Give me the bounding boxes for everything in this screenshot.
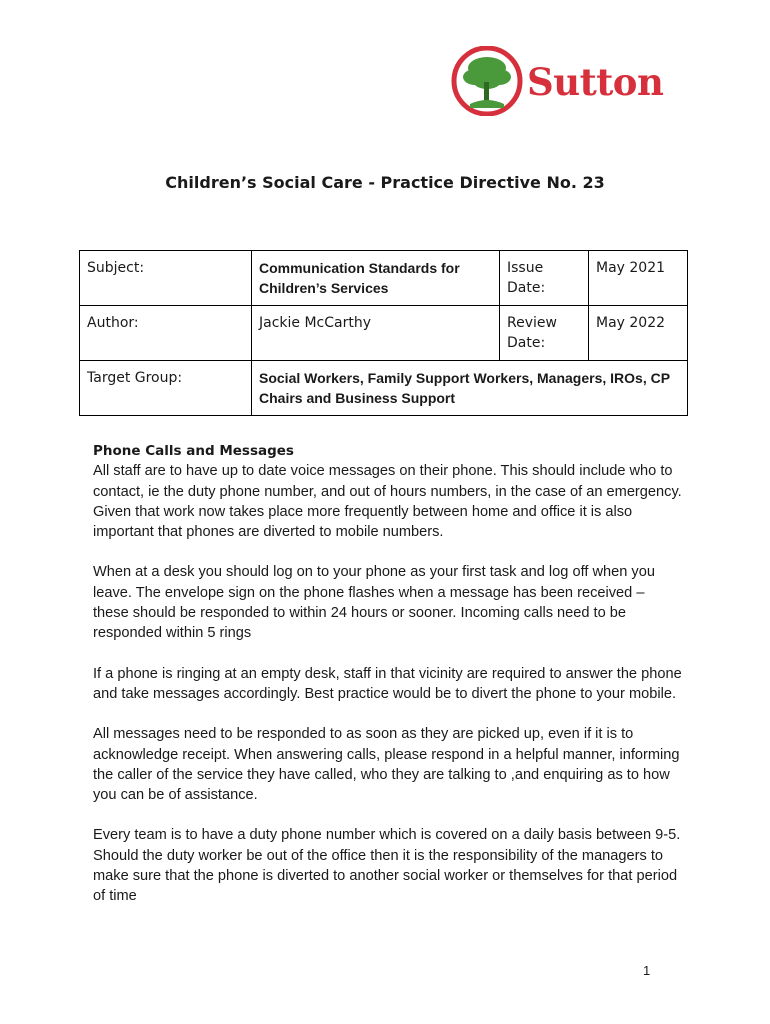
author-value: Jackie McCarthy bbox=[252, 306, 500, 361]
page-number: 1 bbox=[643, 963, 651, 978]
logo-wordmark: Sutton bbox=[527, 60, 664, 104]
paragraph: All staff are to have up to date voice messages on their phone. This should include who to contact, ie the duty phone number, and out of hours numbers, in the case of an emergency. Given that work now takes place more frequently between home and office it is also important that phones are diverted to mobile numbers. bbox=[93, 463, 682, 541]
paragraph: Every team is to have a duty phone number which is covered on a daily basis between 9-5. Should the duty worker be out of the office then it is the responsibility of the managers to make sure that the phone is diverted to another social worker or themselves for that period of time bbox=[93, 827, 681, 905]
review-date-label: Review Date: bbox=[500, 306, 589, 361]
page-title: Children’s Social Care - Practice Directive No. 23 bbox=[165, 173, 605, 192]
target-group-label: Target Group: bbox=[80, 361, 252, 416]
section-heading: Phone Calls and Messages bbox=[93, 443, 294, 459]
author-label: Author: bbox=[80, 306, 252, 361]
document-body bbox=[93, 441, 683, 927]
metadata-table bbox=[79, 250, 688, 416]
paragraph: When at a desk you should log on to your phone as your first task and log off when you leave. The envelope sign on the phone flashes when a message has been received – these should be responded to within 24 hours or sooner. Incoming calls need to be responded within 5 rings bbox=[93, 564, 655, 642]
issue-date-label: Issue Date: bbox=[500, 251, 589, 306]
table-row bbox=[80, 361, 688, 416]
review-date-value: May 2022 bbox=[589, 306, 688, 361]
table-row bbox=[80, 306, 688, 361]
paragraph: All messages need to be responded to as soon as they are picked up, even if it is to acknowledge receipt. When answering calls, please respond in a helpful manner, informing the caller of the service they have called, who they are talking to ,and enquiring as to how you can be of assistance. bbox=[93, 726, 680, 804]
target-group-value: Social Workers, Family Support Workers, Managers, IROs, CP Chairs and Business Support bbox=[252, 361, 688, 416]
issue-date-value: May 2021 bbox=[589, 251, 688, 306]
table-row bbox=[80, 251, 688, 306]
subject-value: Communication Standards for Children’s Services bbox=[252, 251, 500, 306]
paragraph: If a phone is ringing at an empty desk, staff in that vicinity are required to answer the phone and take messages accordingly. Best practice would be to divert the phone to your mobile. bbox=[93, 665, 682, 702]
subject-label: Subject: bbox=[80, 251, 252, 306]
